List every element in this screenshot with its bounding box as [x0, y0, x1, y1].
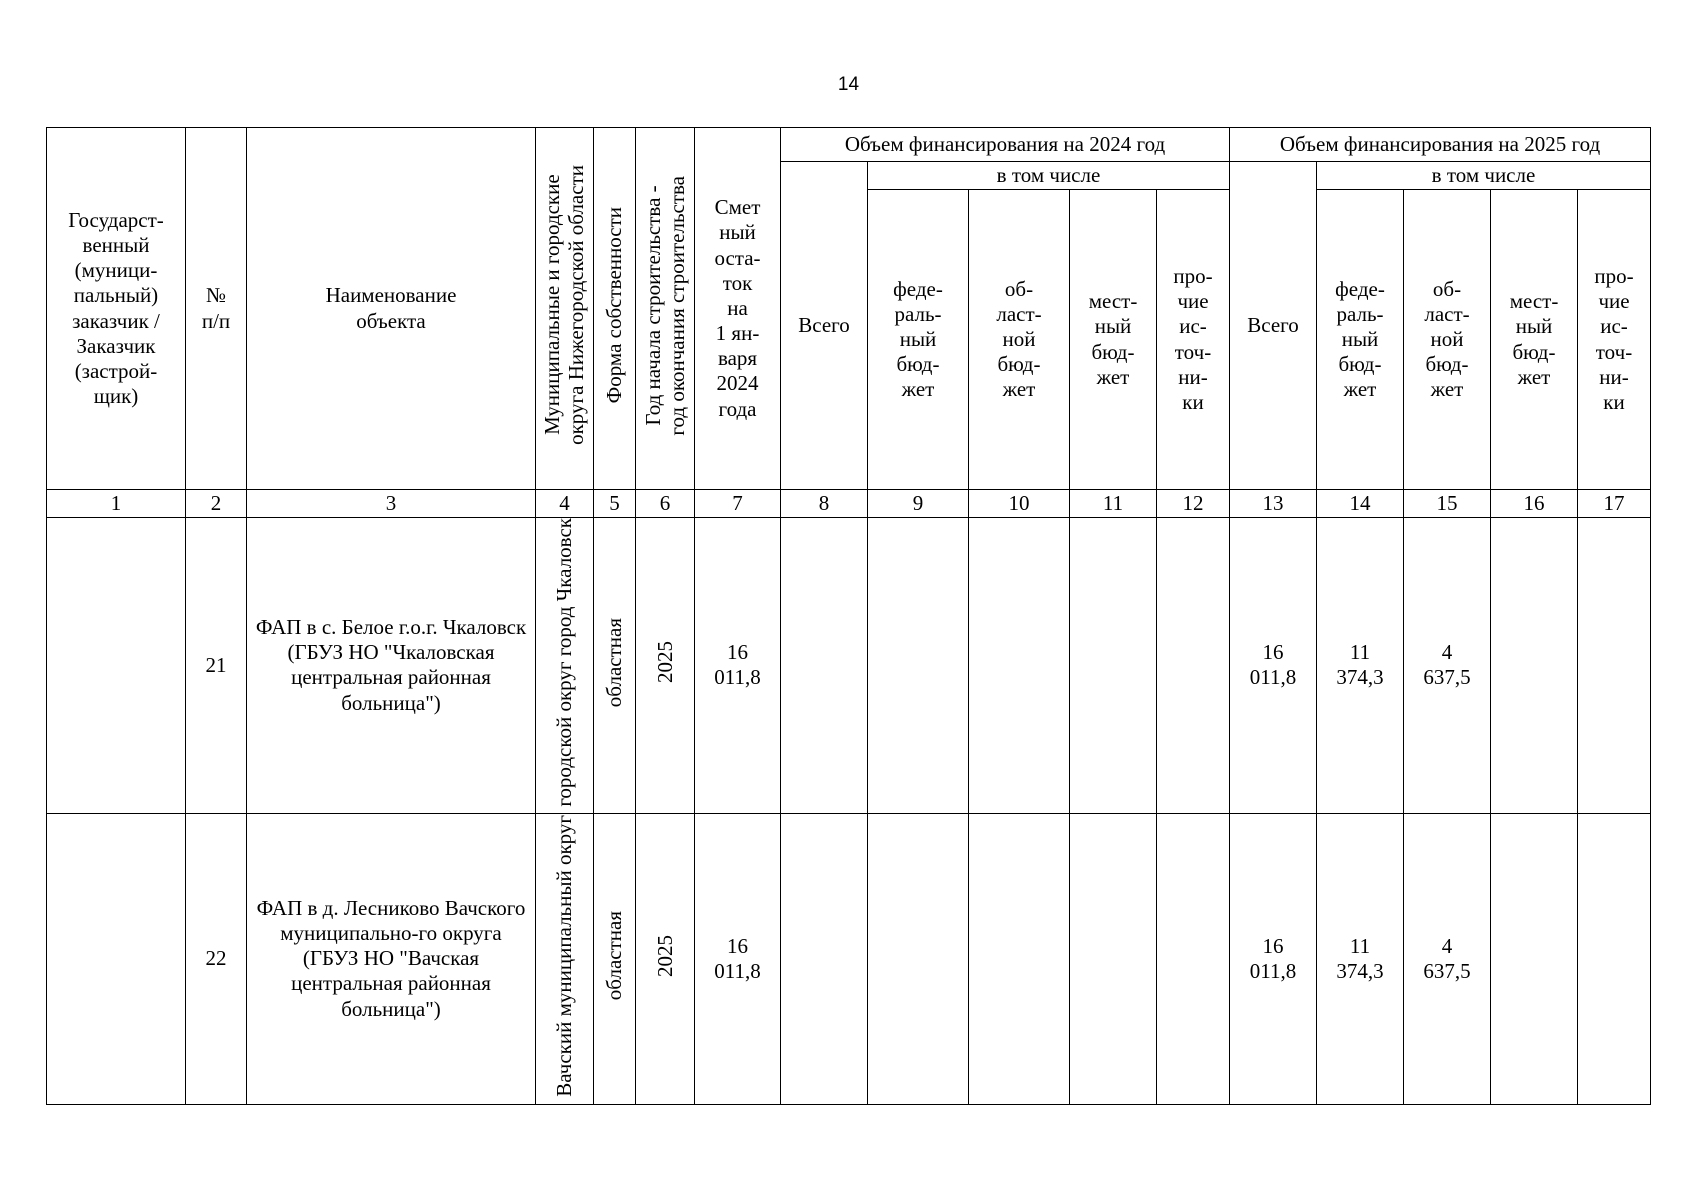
header-2025-regional: об- ласт- ной бюд- жет	[1404, 190, 1491, 490]
header-2025-including: в том числе	[1317, 162, 1651, 190]
column-number: 7	[695, 490, 781, 518]
cell-2025-federal: 11 374,3	[1317, 518, 1404, 814]
page-number: 14	[837, 74, 860, 95]
cell-object-name: ФАП в д. Лесниково Вачского муниципально-го округа (ГБУЗ НО "Вачская центральная районная больница")	[247, 813, 536, 1104]
cell-number: 22	[186, 813, 247, 1104]
cell-2025-federal: 11 374,3	[1317, 813, 1404, 1104]
cell-2025-other	[1578, 518, 1651, 814]
header-2024-total: Всего	[781, 162, 868, 490]
column-number: 6	[636, 490, 695, 518]
header-2024-local: мест- ный бюд- жет	[1070, 190, 1157, 490]
cell-customer	[47, 518, 186, 814]
cell-2025-local	[1491, 813, 1578, 1104]
column-number: 11	[1070, 490, 1157, 518]
column-number: 4	[536, 490, 594, 518]
cell-2024-regional	[969, 813, 1070, 1104]
header-customer: Государст- венный (муници- пальный) заказчик / Заказчик (застрой- щик)	[47, 128, 186, 490]
cell-object-name: ФАП в с. Белое г.о.г. Чкаловск (ГБУЗ НО "Чкаловская центральная районная больница")	[247, 518, 536, 814]
column-number: 3	[247, 490, 536, 518]
column-number: 12	[1157, 490, 1230, 518]
column-number: 8	[781, 490, 868, 518]
column-number: 16	[1491, 490, 1578, 518]
header-funding-2024: Объем финансирования на 2024 год	[781, 128, 1230, 162]
header-2025-other: про- чие ис- точ- ни- ки	[1578, 190, 1651, 490]
column-number: 13	[1230, 490, 1317, 518]
cell-2024-local	[1070, 518, 1157, 814]
header-2025-total: Всего	[1230, 162, 1317, 490]
table-row	[47, 813, 1651, 1104]
column-number: 14	[1317, 490, 1404, 518]
construction-funding-table	[46, 127, 1651, 1105]
header-2024-other: про- чие ис- точ- ни- ки	[1157, 190, 1230, 490]
header-row-1	[47, 128, 1651, 162]
cell-2024-total	[781, 518, 868, 814]
cell-2025-total: 16 011,8	[1230, 813, 1317, 1104]
cell-2025-local	[1491, 518, 1578, 814]
column-number: 15	[1404, 490, 1491, 518]
cell-2025-regional: 4 637,5	[1404, 813, 1491, 1104]
column-number-row	[47, 490, 1651, 518]
header-ownership: Форма собственности	[594, 128, 636, 490]
cell-2024-local	[1070, 813, 1157, 1104]
cell-estimate: 16 011,8	[695, 518, 781, 814]
cell-municipality: городской округ город Чкаловск	[536, 518, 594, 814]
column-number: 5	[594, 490, 636, 518]
column-number: 17	[1578, 490, 1651, 518]
column-number: 9	[868, 490, 969, 518]
header-number: № п/п	[186, 128, 247, 490]
cell-estimate: 16 011,8	[695, 813, 781, 1104]
header-2024-federal: феде- раль- ный бюд- жет	[868, 190, 969, 490]
header-2025-local: мест- ный бюд- жет	[1491, 190, 1578, 490]
cell-municipality: Вачский муниципальный округ	[536, 813, 594, 1104]
cell-number: 21	[186, 518, 247, 814]
cell-2024-total	[781, 813, 868, 1104]
header-2024-regional: об- ласт- ной бюд- жет	[969, 190, 1070, 490]
cell-ownership: областная	[594, 813, 636, 1104]
cell-2025-total: 16 011,8	[1230, 518, 1317, 814]
cell-2024-federal	[868, 518, 969, 814]
header-municipality: Муниципальные и городские округа Нижегородской области	[536, 128, 594, 490]
cell-2024-regional	[969, 518, 1070, 814]
cell-customer	[47, 813, 186, 1104]
column-number: 2	[186, 490, 247, 518]
cell-years: 2025	[636, 518, 695, 814]
cell-2025-other	[1578, 813, 1651, 1104]
header-years: Год начала строительства - год окончания строительства	[636, 128, 695, 490]
header-2024-including: в том числе	[868, 162, 1230, 190]
cell-years: 2025	[636, 813, 695, 1104]
header-2025-federal: феде- раль- ный бюд- жет	[1317, 190, 1404, 490]
cell-ownership: областная	[594, 518, 636, 814]
cell-2024-federal	[868, 813, 969, 1104]
column-number: 10	[969, 490, 1070, 518]
cell-2025-regional: 4 637,5	[1404, 518, 1491, 814]
table-row	[47, 518, 1651, 814]
header-funding-2025: Объем финансирования на 2025 год	[1230, 128, 1651, 162]
column-number: 1	[47, 490, 186, 518]
header-estimate: Смет ный оста- ток на 1 ян- варя 2024 года	[695, 128, 781, 490]
cell-2024-other	[1157, 518, 1230, 814]
cell-2024-other	[1157, 813, 1230, 1104]
header-object-name: Наименование объекта	[247, 128, 536, 490]
